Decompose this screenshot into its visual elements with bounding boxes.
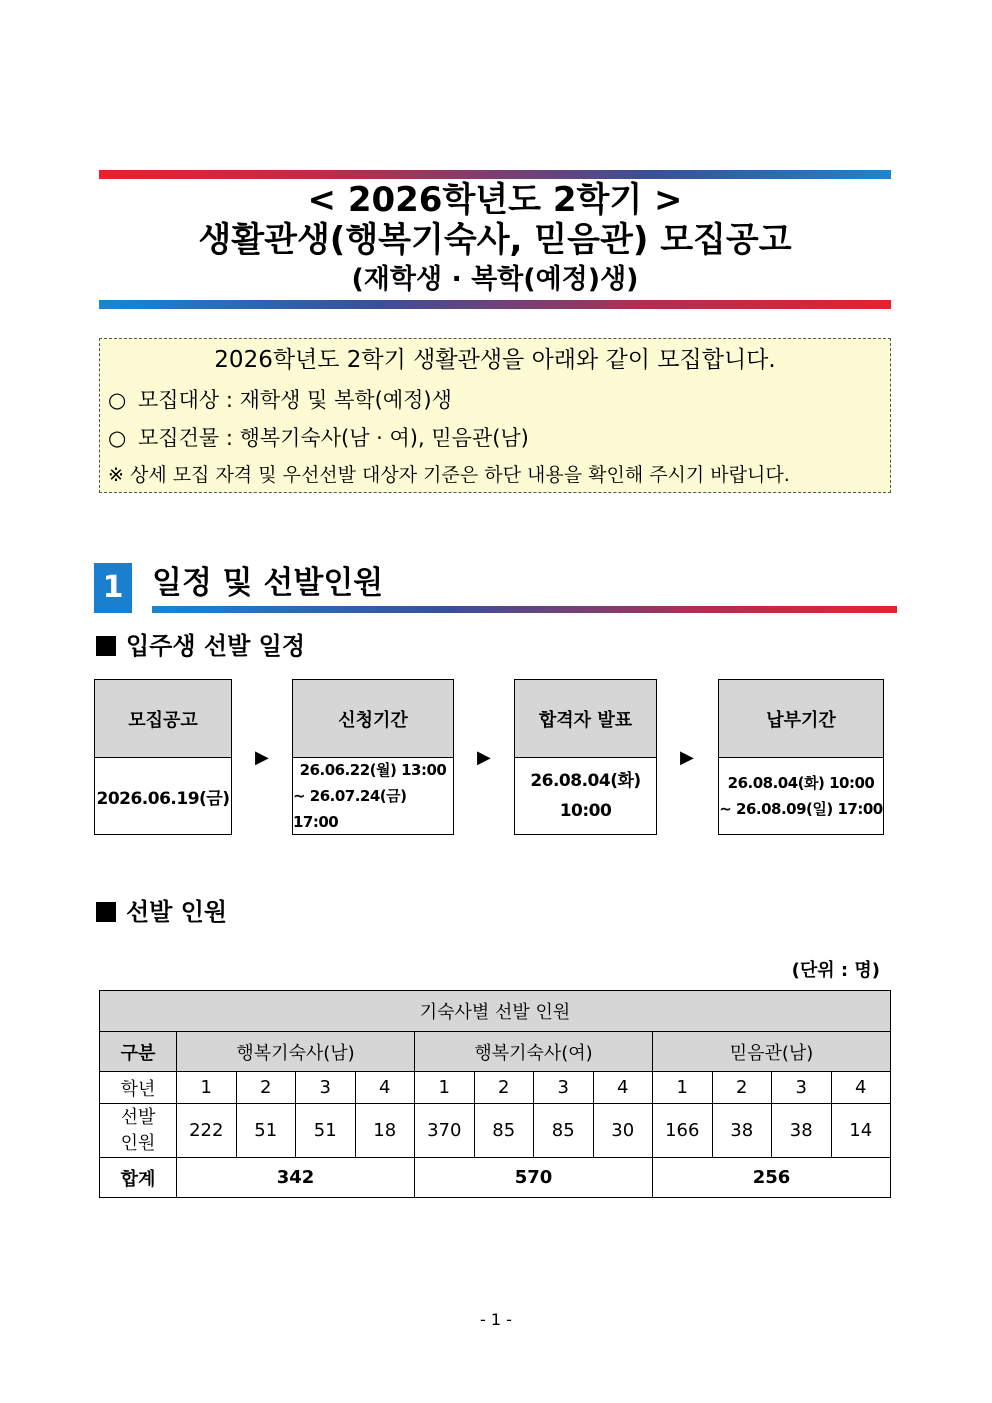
grade-cell: 4 — [355, 1072, 415, 1104]
schedule-step-label: 모집공고 — [95, 680, 231, 758]
section-underline — [152, 606, 897, 613]
table-quota-row — [100, 1104, 891, 1158]
grade-cell: 3 — [534, 1072, 594, 1104]
grade-cell: 2 — [712, 1072, 772, 1104]
total-cell: 570 — [415, 1158, 653, 1198]
quota-cell: 370 — [415, 1104, 475, 1158]
schedule-step-label: 납부기간 — [719, 680, 883, 758]
group-header: 행복기숙사(남) — [177, 1032, 415, 1072]
title-top-bar — [99, 170, 891, 179]
schedule-step-result — [514, 679, 657, 835]
schedule-step-date: 2026.06.19(금) — [96, 788, 230, 809]
grade-cell: 3 — [296, 1072, 356, 1104]
square-bullet-icon — [96, 902, 116, 922]
notice-item-text: 모집건물 : 행복기숙사(남 · 여), 믿음관(남) — [138, 426, 529, 450]
table-caption: 기숙사별 선발 인원 — [100, 991, 891, 1032]
quota-table — [99, 990, 891, 1198]
arrow-right-icon: ▶ — [255, 747, 269, 768]
quota-cell: 30 — [593, 1104, 653, 1158]
quota-cell: 14 — [831, 1104, 891, 1158]
notice-intro: 2026학년도 2학기 생활관생을 아래와 같이 모집합니다. — [214, 347, 776, 373]
notice-item-building — [108, 423, 898, 453]
circle-bullet-icon: ○ — [108, 426, 127, 450]
grade-cell: 2 — [236, 1072, 296, 1104]
arrow-right-icon: ▶ — [680, 747, 694, 768]
group-header: 믿음관(남) — [653, 1032, 891, 1072]
notice-note: ※ 상세 모집 자격 및 우선선발 대상자 기준은 하단 내용을 확인해 주시기 바랍니다. — [108, 464, 790, 486]
unit-label: (단위 : 명) — [791, 960, 880, 981]
notice-box — [99, 338, 891, 493]
col-label: 구분 — [100, 1032, 177, 1072]
square-bullet-icon — [96, 636, 116, 656]
quota-cell: 38 — [772, 1104, 832, 1158]
grade-cell: 4 — [593, 1072, 653, 1104]
section-title: 일정 및 선발인원 — [152, 565, 384, 601]
page-number: - 1 - — [480, 1310, 512, 1329]
title-semester: < 2026학년도 2학기 > — [307, 180, 683, 220]
quota-cell: 222 — [177, 1104, 237, 1158]
notice-item-text: 모집대상 : 재학생 및 복학(예정)생 — [138, 388, 452, 412]
schedule-step-date: 26.06.22(월) 13:00 ~ 26.07.24(금) 17:00 — [293, 761, 447, 831]
quota-heading: 선발 인원 — [96, 896, 227, 928]
quota-cell: 85 — [474, 1104, 534, 1158]
table-grade-row — [100, 1072, 891, 1104]
grade-cell: 1 — [415, 1072, 475, 1104]
grade-cell: 2 — [474, 1072, 534, 1104]
circle-bullet-icon: ○ — [108, 388, 127, 412]
table-total-row — [100, 1158, 891, 1198]
schedule-step-application — [292, 679, 454, 835]
total-cell: 342 — [177, 1158, 415, 1198]
schedule-step-date: 26.08.04(화) 10:00 ~ 26.08.09(일) 17:00 — [719, 774, 883, 818]
quota-cell: 51 — [296, 1104, 356, 1158]
schedule-step-label: 합격자 발표 — [515, 680, 656, 758]
schedule-heading: 입주생 선발 일정 — [96, 630, 305, 662]
grade-cell: 3 — [772, 1072, 832, 1104]
quota-cell: 38 — [712, 1104, 772, 1158]
quota-cell: 85 — [534, 1104, 594, 1158]
total-cell: 256 — [653, 1158, 891, 1198]
group-header: 행복기숙사(여) — [415, 1032, 653, 1072]
grade-cell: 1 — [653, 1072, 713, 1104]
arrow-right-icon: ▶ — [477, 747, 491, 768]
quota-label: 선발 인원 — [100, 1104, 177, 1158]
grade-label: 학년 — [100, 1072, 177, 1104]
grade-cell: 1 — [177, 1072, 237, 1104]
title-target: (재학생 · 복학(예정)생) — [351, 264, 639, 295]
schedule-step-payment — [718, 679, 884, 835]
grade-cell: 4 — [831, 1072, 891, 1104]
title-main: 생활관생(행복기숙사, 믿음관) 모집공고 — [198, 220, 792, 260]
quota-cell: 166 — [653, 1104, 713, 1158]
schedule-step-announcement — [94, 679, 232, 835]
title-bottom-bar — [99, 300, 891, 309]
quota-cell: 51 — [236, 1104, 296, 1158]
table-group-row — [100, 1032, 891, 1072]
schedule-step-label: 신청기간 — [293, 680, 453, 758]
table-caption-row — [100, 991, 891, 1032]
total-label: 합계 — [100, 1158, 177, 1198]
section-number: 1 — [94, 563, 132, 613]
schedule-step-date: 26.08.04(화) 10:00 — [530, 771, 641, 821]
quota-cell: 18 — [355, 1104, 415, 1158]
notice-item-target — [108, 385, 898, 415]
